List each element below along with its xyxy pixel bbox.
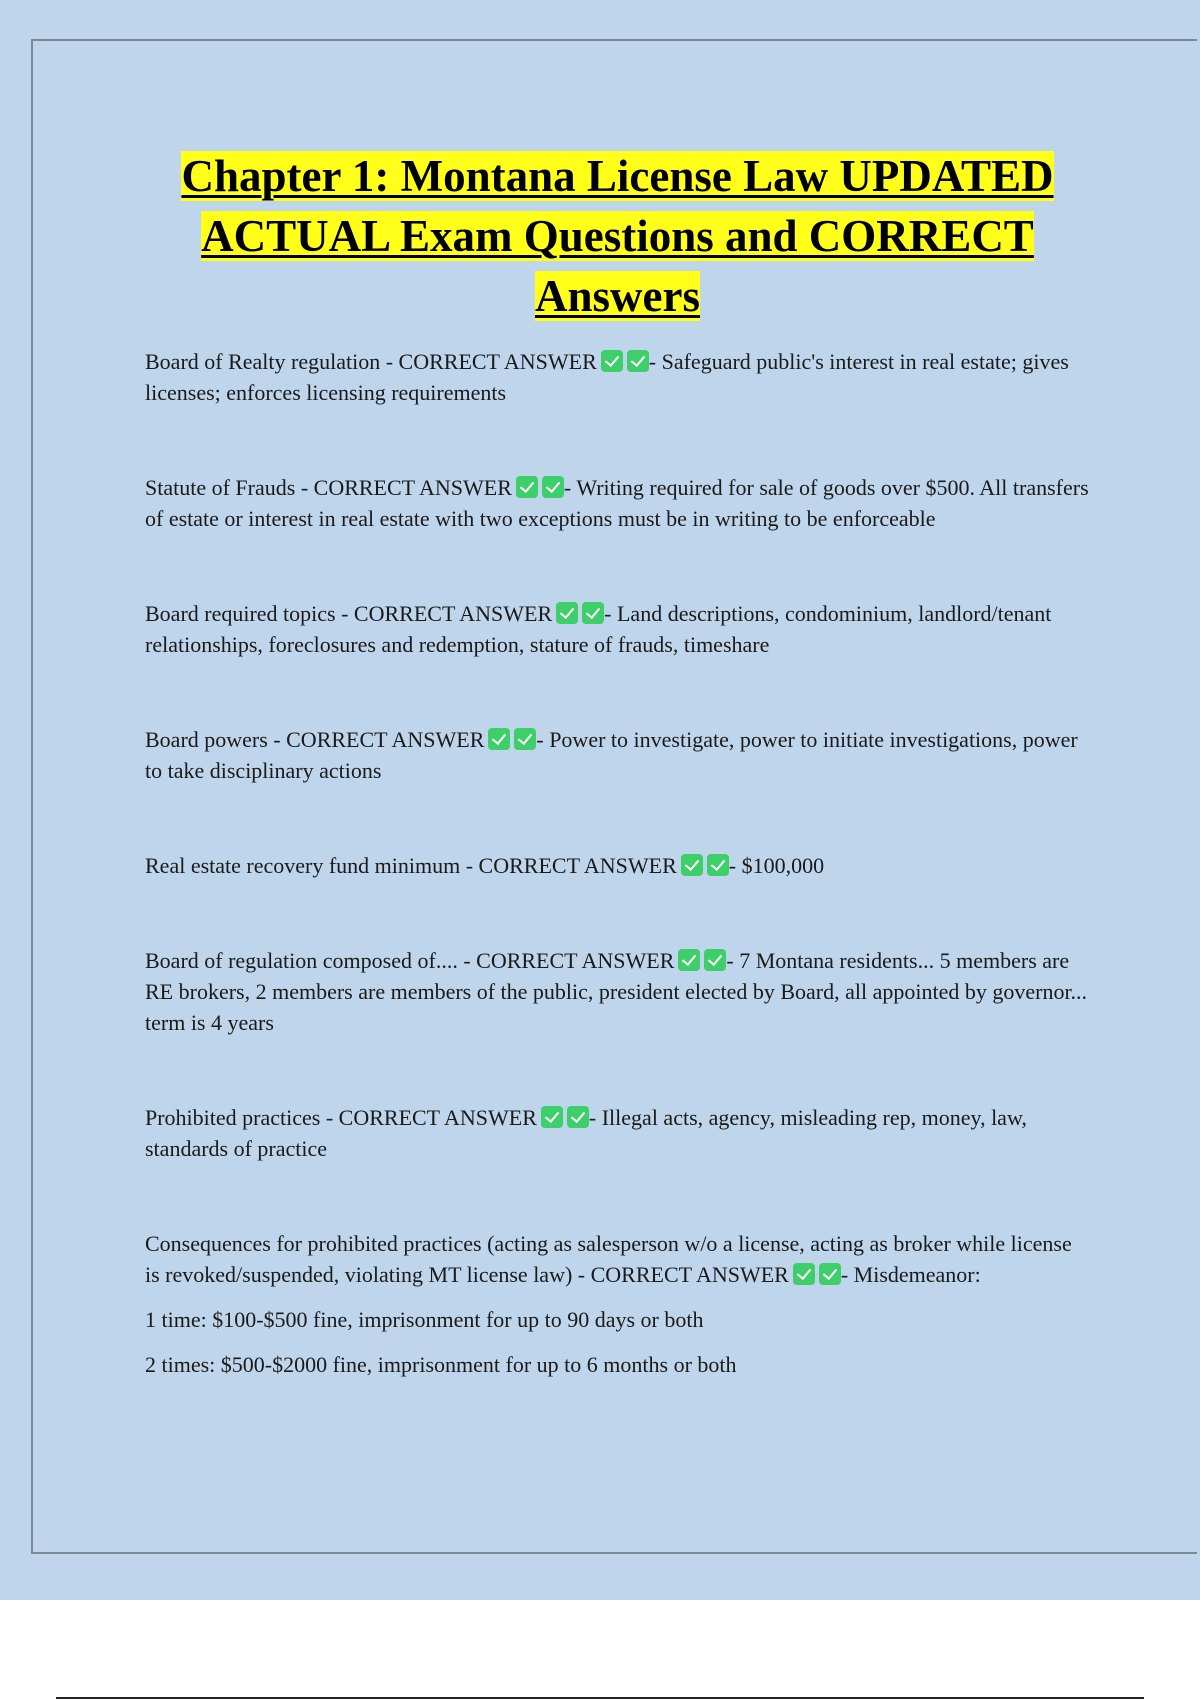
qa-answer: - Writing required for sale of goods over $500. All transfers of estate or interest in real estate with two exceptions must be in writing to be enforceable — [145, 475, 1089, 531]
check-mark-icon — [601, 350, 623, 372]
footer-divider — [56, 1697, 1144, 1699]
check-mark-icon — [582, 602, 604, 624]
check-mark-icon — [541, 1106, 563, 1128]
qa-question: Prohibited practices - CORRECT ANSWER — [145, 1105, 537, 1130]
penalty-line: 1 time: $100-$500 fine, imprisonment for up to 90 days or both — [145, 1307, 704, 1332]
qa-answer: - Safeguard public's interest in real estate; gives licenses; enforces licensing requirements — [145, 349, 1069, 405]
check-mark-icon — [514, 728, 536, 750]
check-mark-icon — [819, 1263, 841, 1285]
document-content — [145, 146, 1090, 1394]
check-mark-icon — [516, 476, 538, 498]
qa-item — [145, 945, 1090, 1038]
check-mark-icon — [681, 854, 703, 876]
check-mark-icon — [793, 1263, 815, 1285]
qa-question: Board powers - CORRECT ANSWER — [145, 727, 485, 752]
title-line-3: Answers — [535, 271, 700, 321]
qa-answer: - Illegal acts, agency, misleading rep, money, law, standards of practice — [145, 1105, 1027, 1161]
qa-question: Statute of Frauds - CORRECT ANSWER — [145, 475, 512, 500]
penalty-line: 2 times: $500-$2000 fine, imprisonment for up to 6 months or both — [145, 1352, 737, 1377]
title-line-2: ACTUAL Exam Questions and CORRECT — [201, 211, 1034, 261]
qa-item — [145, 1228, 1090, 1290]
qa-item — [145, 472, 1090, 534]
qa-question: Real estate recovery fund minimum - CORRECT ANSWER — [145, 853, 677, 878]
check-mark-icon — [627, 350, 649, 372]
qa-answer: - Misdemeanor: — [840, 1262, 981, 1287]
qa-item — [145, 724, 1090, 786]
qa-answer: - Land descriptions, condominium, landlord/tenant relationships, foreclosures and redemption, stature of frauds, timeshare — [145, 601, 1052, 657]
title-line-1: Chapter 1: Montana License Law UPDATED — [181, 151, 1054, 201]
qa-answer: - Power to investigate, power to initiate investigations, power to take disciplinary actions — [145, 727, 1078, 783]
check-mark-icon — [567, 1106, 589, 1128]
qa-item — [145, 1102, 1090, 1164]
check-mark-icon — [542, 476, 564, 498]
qa-question: Board of regulation composed of.... - CORRECT ANSWER — [145, 948, 675, 973]
check-mark-icon — [556, 602, 578, 624]
qa-item — [145, 598, 1090, 660]
check-mark-icon — [707, 854, 729, 876]
qa-question: Board of Realty regulation - CORRECT ANSWER — [145, 349, 597, 374]
qa-item — [145, 850, 1090, 881]
qa-question: Consequences for prohibited practices (acting as salesperson w/o a license, acting as broker while license is revoked/suspended, violating MT license law) - CORRECT ANSWER — [145, 1231, 1072, 1287]
qa-answer: - $100,000 — [728, 853, 825, 878]
document-title — [145, 146, 1090, 326]
check-mark-icon — [678, 949, 700, 971]
check-mark-icon — [704, 949, 726, 971]
qa-question: Board required topics - CORRECT ANSWER — [145, 601, 553, 626]
qa-answer: - 7 Montana residents... 5 members are RE brokers, 2 members are members of the public, president elected by Board, all appointed by governor... term is 4 years — [145, 948, 1088, 1035]
check-mark-icon — [488, 728, 510, 750]
qa-item — [145, 346, 1090, 408]
